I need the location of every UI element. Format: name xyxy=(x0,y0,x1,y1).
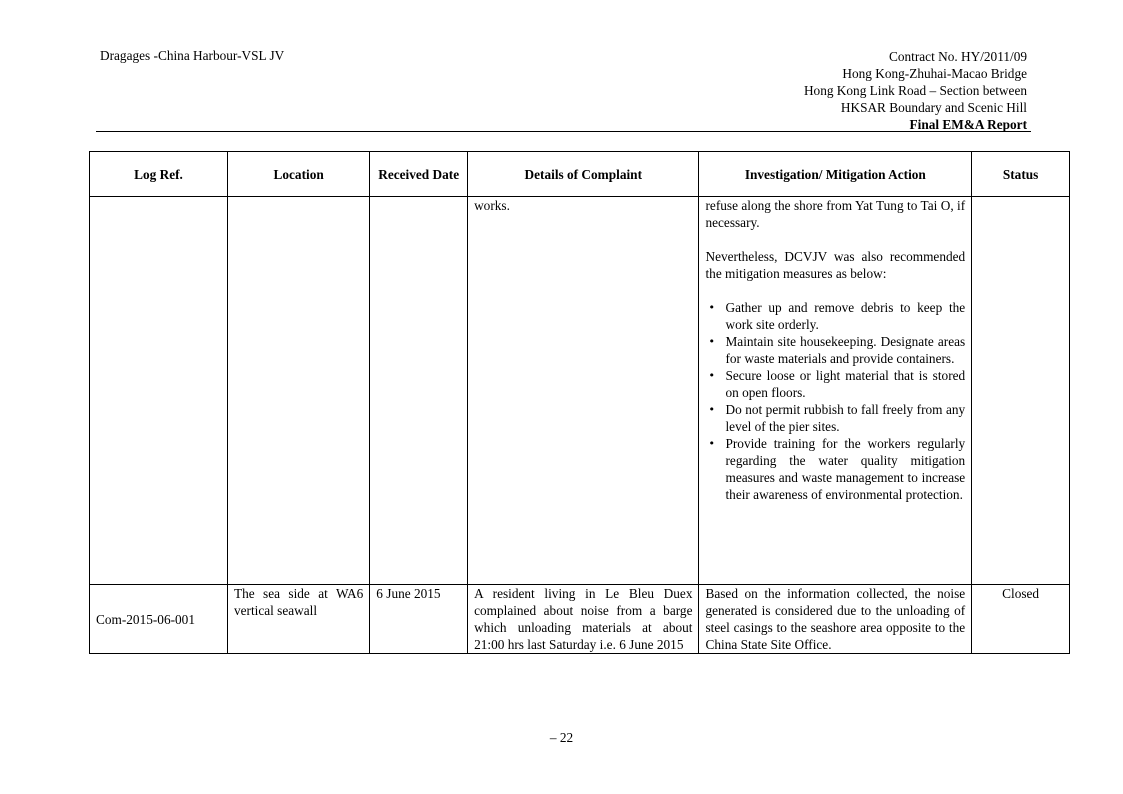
header-contract-line: HKSAR Boundary and Scenic Hill xyxy=(840,100,1027,115)
cell-status xyxy=(972,197,1070,585)
cell-log-ref xyxy=(90,197,228,585)
report-title: Final EM&A Report xyxy=(909,117,1027,132)
header-contract-line: Contract No. HY/2011/09 xyxy=(888,49,1027,64)
header-contract-line: Hong Kong-Zhuhai-Macao Bridge xyxy=(842,66,1027,81)
header-divider xyxy=(96,131,1031,132)
column-header-log-ref: Log Ref. xyxy=(90,152,228,197)
cell-details: A resident living in Le Bleu Duex complained about noise from a barge which unloading materials at about 21:00 hrs last Saturday i.e. 6 June 2015 xyxy=(468,585,699,654)
cell-location: The sea side at WA6 vertical seawall xyxy=(227,585,369,654)
list-item: • Provide training for the workers regularly regarding the water quality mitigation measures and waste management to increase their awareness of environmental protection. xyxy=(725,435,965,503)
header-contract-block xyxy=(804,48,1027,133)
column-header-investigation: Investigation/ Mitigation Action xyxy=(699,152,972,197)
cell-log-ref: Com-2015-06-001 xyxy=(90,585,228,654)
page-number: – 22 xyxy=(549,730,574,745)
column-header-details: Details of Complaint xyxy=(468,152,699,197)
cell-details: works. xyxy=(468,197,699,585)
header-contract-line: Hong Kong Link Road – Section between xyxy=(803,83,1027,98)
cell-location xyxy=(227,197,369,585)
list-item: • Gather up and remove debris to keep the work site orderly. xyxy=(725,299,965,333)
cell-received-date: 6 June 2015 xyxy=(370,585,468,654)
complaint-log-table xyxy=(89,151,1070,654)
investigation-note: Nevertheless, DCVJV was also recommended the mitigation measures as below: xyxy=(705,249,966,281)
table-row xyxy=(90,197,1070,585)
cell-investigation xyxy=(699,197,972,585)
column-header-received-date: Received Date xyxy=(370,152,468,197)
cell-received-date xyxy=(370,197,468,585)
investigation-text: refuse along the shore from Yat Tung to Tai O, if necessary. xyxy=(705,198,966,230)
header-company: Dragages -China Harbour-VSL JV xyxy=(100,48,285,63)
table-row xyxy=(90,585,1070,654)
table-header-row xyxy=(90,152,1070,197)
column-header-location: Location xyxy=(227,152,369,197)
list-item: • Do not permit rubbish to fall freely from any level of the pier sites. xyxy=(725,401,965,435)
column-header-status: Status xyxy=(972,152,1070,197)
cell-status: Closed xyxy=(972,585,1070,654)
cell-investigation: Based on the information collected, the noise generated is considered due to the unloading of steel casings to the seashore area opposite to the China State Site Office. xyxy=(699,585,972,654)
list-item: • Secure loose or light material that is stored on open floors. xyxy=(725,367,965,401)
mitigation-measures-list xyxy=(705,299,965,503)
list-item: • Maintain site housekeeping. Designate areas for waste materials and provide containers. xyxy=(725,333,965,367)
